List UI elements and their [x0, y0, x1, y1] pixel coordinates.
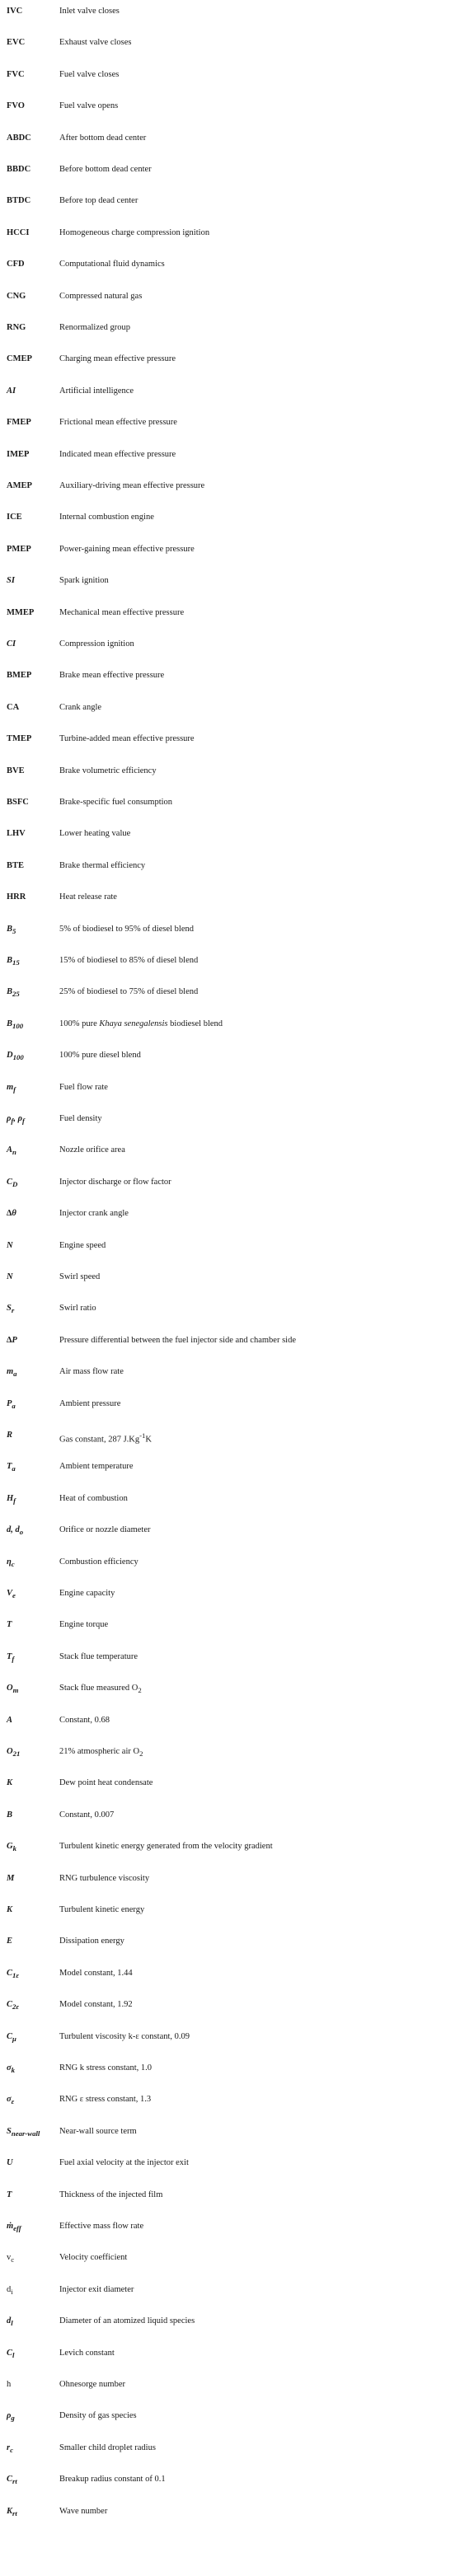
nomenclature-description: Inlet valve closes	[59, 7, 120, 16]
nomenclature-description: 15% of biodiesel to 85% of diesel blend	[59, 956, 199, 965]
nomenclature-row	[0, 1585, 460, 1602]
nomenclature-symbol: CNG	[7, 291, 26, 301]
nomenclature-description: Levich constant	[59, 2348, 115, 2358]
nomenclature-symbol: $S_r$	[7, 1304, 15, 1315]
nomenclature-description: Model constant, 1.92	[59, 2000, 133, 2010]
nomenclature-row	[0, 2345, 460, 2362]
nomenclature-row	[0, 2029, 460, 2045]
nomenclature-description: Fuel axial velocity at the injector exit	[59, 2158, 189, 2168]
nomenclature-description: Engine speed	[59, 1240, 106, 1250]
nomenclature-description: Heat release rate	[59, 892, 117, 902]
nomenclature-symbol: ICE	[7, 513, 22, 522]
nomenclature-symbol: $\rho_g$	[7, 2411, 15, 2423]
nomenclature-description: Brake volumetric efficiency	[59, 766, 157, 775]
nomenclature-symbol: $K_{rt}$	[7, 2506, 17, 2517]
nomenclature-symbol: IMEP	[7, 449, 30, 459]
nomenclature-description: Computational fluid dynamics	[59, 260, 165, 269]
nomenclature-row	[0, 351, 460, 368]
nomenclature-row	[0, 794, 460, 811]
nomenclature-row	[0, 700, 460, 716]
nomenclature-description: Artificial intelligence	[59, 386, 134, 396]
nomenclature-description: Velocity coefficient	[59, 2253, 128, 2263]
nomenclature-symbol: $d_l$	[7, 2316, 13, 2328]
nomenclature-symbol: $V_e$	[7, 1589, 16, 1600]
nomenclature-row	[0, 478, 460, 494]
nomenclature-row	[0, 1080, 460, 1096]
nomenclature-row	[0, 2155, 460, 2171]
nomenclature-description: Breakup radius constant of 0.1	[59, 2475, 166, 2485]
nomenclature-symbol: $C_\mu$	[7, 2031, 16, 2043]
nomenclature-description: Turbulent kinetic energy generated from the velocity gradient	[59, 1842, 273, 1852]
nomenclature-description: Compressed natural gas	[59, 291, 143, 301]
nomenclature-symbol: E	[7, 1937, 13, 1946]
nomenclature-description: Auxiliary-driving mean effective pressure	[59, 481, 205, 490]
nomenclature-description: Crank angle	[59, 702, 102, 712]
nomenclature-symbol: ∆θ	[7, 1209, 16, 1219]
nomenclature-description: Ambient pressure	[59, 1398, 121, 1408]
nomenclature-description: Turbine-added mean effective pressure	[59, 734, 195, 744]
nomenclature-symbol: RNG	[7, 323, 26, 332]
nomenclature-row	[0, 921, 460, 938]
nomenclature-description: Gas constant, 287 $J.Kg^{-1}K$	[59, 1431, 153, 1445]
nomenclature-symbol: CA	[7, 702, 20, 712]
nomenclature-row	[0, 1775, 460, 1791]
nomenclature-symbol: ∆P	[7, 1335, 17, 1345]
nomenclature-description: Injector crank angle	[59, 1209, 129, 1219]
nomenclature-symbol: HCCI	[7, 227, 30, 237]
nomenclature-symbol: BVE	[7, 766, 25, 775]
nomenclature-description: Internal combustion engine	[59, 513, 154, 522]
nomenclature-description: 21% atmospheric air $O_2$	[59, 1747, 143, 1759]
nomenclature-symbol: $B_{15}$	[7, 956, 20, 967]
nomenclature-symbol: $C_D$	[7, 1177, 18, 1188]
nomenclature-row	[0, 2187, 460, 2204]
nomenclature-row	[0, 1459, 460, 1475]
nomenclature-symbol: ABDC	[7, 133, 31, 143]
nomenclature-row	[0, 320, 460, 336]
nomenclature-symbol: $m_a$	[7, 1367, 17, 1379]
nomenclature-description: Combustion efficiency	[59, 1557, 138, 1567]
nomenclature-symbol: $B_{100}$	[7, 1019, 24, 1030]
nomenclature-description: Dissipation energy	[59, 1937, 124, 1946]
nomenclature-symbol: $C_{1\varepsilon}$	[7, 1968, 19, 1979]
nomenclature-row	[0, 1491, 460, 1507]
nomenclature-description: Turbulent viscosity k-ε constant, 0.09	[59, 2031, 190, 2041]
nomenclature-symbol: FVC	[7, 69, 25, 79]
nomenclature-row	[0, 1744, 460, 1760]
nomenclature-row	[0, 1047, 460, 1064]
nomenclature-symbol: $\sigma_k$	[7, 2063, 16, 2075]
nomenclature-row	[0, 953, 460, 969]
nomenclature-symbol: K	[7, 1905, 13, 1914]
nomenclature-symbol: $B_{25}$	[7, 987, 20, 999]
nomenclature-symbol: K	[7, 1778, 13, 1788]
nomenclature-description: Lower heating value	[59, 829, 131, 839]
nomenclature-description: Smaller child droplet radius	[59, 2443, 156, 2452]
nomenclature-description: Engine torque	[59, 1620, 109, 1630]
nomenclature-symbol: $O_m$	[7, 1684, 19, 1695]
nomenclature-row	[0, 858, 460, 874]
nomenclature-symbol: $A_n$	[7, 1145, 16, 1157]
nomenclature-symbol: $v_c$	[7, 2253, 15, 2265]
nomenclature-row	[0, 130, 460, 147]
nomenclature-symbol: A	[7, 1715, 13, 1725]
nomenclature-description: Swirl speed	[59, 1272, 101, 1281]
nomenclature-description: Heat of combustion	[59, 1493, 128, 1503]
nomenclature-row	[0, 509, 460, 526]
nomenclature-symbol: $P_a$	[7, 1398, 16, 1410]
nomenclature-symbol: PMEP	[7, 544, 31, 554]
nomenclature-description: RNG k stress constant, 1.0	[59, 2063, 152, 2073]
nomenclature-row	[0, 1617, 460, 1633]
nomenclature-row	[0, 1965, 460, 1982]
nomenclature-row	[0, 1364, 460, 1380]
nomenclature-description: Air mass flow rate	[59, 1367, 124, 1377]
nomenclature-symbol: AI	[7, 386, 16, 396]
nomenclature-row	[0, 2503, 460, 2520]
nomenclature-symbol: $G_k$	[7, 1842, 16, 1853]
nomenclature-symbol: IVC	[7, 7, 23, 16]
nomenclature-symbol: $C_{2\varepsilon}$	[7, 2000, 19, 2012]
nomenclature-symbol: $\sigma_\varepsilon$	[7, 2095, 15, 2106]
nomenclature-row	[0, 984, 460, 1000]
nomenclature-symbol: $m_f$	[7, 1082, 16, 1094]
nomenclature-symbol: FMEP	[7, 418, 31, 428]
nomenclature-symbol: CI	[7, 639, 16, 649]
nomenclature-description: Fuel flow rate	[59, 1082, 108, 1092]
nomenclature-symbol: U	[7, 2158, 13, 2168]
nomenclature-symbol: B	[7, 1810, 13, 1820]
nomenclature-row	[0, 826, 460, 842]
nomenclature-description: Mechanical mean effective pressure	[59, 607, 185, 617]
nomenclature-row	[0, 636, 460, 653]
nomenclature-description: Constant, 0.68	[59, 1715, 110, 1725]
nomenclature-symbol: BTE	[7, 860, 25, 870]
nomenclature-symbol: BMEP	[7, 671, 32, 681]
nomenclature-description: Ohnesorge number	[59, 2380, 125, 2389]
nomenclature-row	[0, 1838, 460, 1855]
nomenclature-symbol: BBDC	[7, 165, 31, 174]
nomenclature-symbol: $O_{21}$	[7, 1747, 21, 1759]
nomenclature-symbol: MMEP	[7, 607, 35, 617]
nomenclature-description: RNG ε stress constant, 1.3	[59, 2095, 152, 2105]
nomenclature-row	[0, 67, 460, 83]
nomenclature-row	[0, 2440, 460, 2457]
nomenclature-description: RNG turbulence viscosity	[59, 1873, 150, 1883]
nomenclature-description: Dew point heat condensate	[59, 1778, 153, 1788]
nomenclature-row	[0, 763, 460, 780]
nomenclature-row	[0, 162, 460, 178]
nomenclature-row	[0, 1649, 460, 1665]
nomenclature-symbol: $\rho_f$, $\rho_f$	[7, 1114, 25, 1126]
nomenclature-row	[0, 1807, 460, 1824]
nomenclature-row	[0, 1712, 460, 1729]
nomenclature-row	[0, 225, 460, 241]
nomenclature-description: After bottom dead center	[59, 133, 147, 143]
nomenclature-symbol: LHV	[7, 829, 26, 839]
nomenclature-description: Exhaust valve closes	[59, 38, 132, 48]
nomenclature-description: Ambient temperature	[59, 1462, 134, 1472]
nomenclature-description: Before top dead center	[59, 196, 138, 206]
nomenclature-row	[0, 3, 460, 20]
nomenclature-row	[0, 415, 460, 431]
nomenclature-row	[0, 2377, 460, 2393]
nomenclature-description: Near-wall source term	[59, 2126, 137, 2136]
nomenclature-row	[0, 193, 460, 209]
nomenclature-description: Constant, 0.007	[59, 1810, 115, 1820]
nomenclature-symbol: AMEP	[7, 481, 32, 490]
nomenclature-description: Fuel valve closes	[59, 69, 120, 79]
nomenclature-row	[0, 1332, 460, 1349]
nomenclature-row	[0, 1933, 460, 1950]
nomenclature-description: Compression ignition	[59, 639, 134, 649]
nomenclature-row	[0, 731, 460, 747]
nomenclature-description: Injector exit diameter	[59, 2284, 134, 2294]
nomenclature-description: 25% of biodiesel to 75% of diesel blend	[59, 987, 199, 997]
nomenclature-description: Wave number	[59, 2506, 108, 2516]
nomenclature-row	[0, 447, 460, 463]
nomenclature-row	[0, 573, 460, 589]
nomenclature-row	[0, 288, 460, 305]
nomenclature-description: Effective mass flow rate	[59, 2222, 144, 2231]
nomenclature-description: 100% pure Khaya senegalensis biodiesel blend	[59, 1019, 223, 1028]
nomenclature-description: Orifice or nozzle diameter	[59, 1525, 151, 1535]
nomenclature-description: Indicated mean effective pressure	[59, 449, 176, 459]
nomenclature-row	[0, 1522, 460, 1539]
nomenclature-description: Thickness of the injected film	[59, 2190, 163, 2199]
nomenclature-row	[0, 541, 460, 558]
nomenclature-row	[0, 2313, 460, 2330]
nomenclature-symbol: CFD	[7, 260, 25, 269]
nomenclature-description: Pressure differential between the fuel injector side and chamber side	[59, 1335, 296, 1345]
nomenclature-row	[0, 1902, 460, 1918]
nomenclature-description: Density of gas species	[59, 2411, 137, 2421]
nomenclature-row	[0, 1111, 460, 1127]
nomenclature-description: Engine capacity	[59, 1589, 115, 1598]
nomenclature-row	[0, 1997, 460, 2013]
nomenclature-description: Power-gaining mean effective pressure	[59, 544, 195, 554]
nomenclature-symbol: $\eta_c$	[7, 1557, 15, 1568]
nomenclature-description: Turbulent kinetic energy	[59, 1905, 145, 1914]
nomenclature-row	[0, 35, 460, 51]
nomenclature-description: 100% pure diesel blend	[59, 1051, 141, 1061]
nomenclature-symbol: M	[7, 1873, 15, 1883]
nomenclature-row	[0, 667, 460, 684]
nomenclature-row	[0, 1206, 460, 1222]
nomenclature-description: Homogeneous charge compression ignition	[59, 227, 210, 237]
nomenclature-row	[0, 605, 460, 621]
nomenclature-description: Injector discharge or flow factor	[59, 1177, 171, 1187]
nomenclature-symbol: d, $d_o$	[7, 1525, 24, 1537]
nomenclature-symbol: SI	[7, 576, 15, 586]
nomenclature-description: Diameter of an atomized liquid species	[59, 2316, 195, 2326]
nomenclature-row	[0, 1396, 460, 1412]
nomenclature-symbol: N	[7, 1240, 13, 1250]
nomenclature-symbol: FVO	[7, 101, 25, 111]
nomenclature-row	[0, 2471, 460, 2488]
nomenclature-row	[0, 98, 460, 115]
nomenclature-row	[0, 1300, 460, 1317]
nomenclature-description: Model constant, 1.44	[59, 1968, 133, 1978]
nomenclature-symbol: N	[7, 1272, 13, 1281]
nomenclature-row	[0, 1269, 460, 1286]
nomenclature-description: Frictional mean effective pressure	[59, 418, 177, 428]
nomenclature-symbol: $r_c$	[7, 2443, 13, 2454]
nomenclature-row	[0, 2091, 460, 2108]
nomenclature-symbol: BSFC	[7, 798, 29, 807]
nomenclature-description: Renormalized group	[59, 323, 131, 332]
nomenclature-description: Nozzle orifice area	[59, 1145, 125, 1155]
nomenclature-row	[0, 1871, 460, 1887]
nomenclature-description: Spark ignition	[59, 576, 109, 586]
nomenclature-row	[0, 1142, 460, 1159]
nomenclature-row	[0, 2218, 460, 2235]
nomenclature-row	[0, 1174, 460, 1191]
nomenclature-symbol: $d_i$	[7, 2284, 13, 2296]
nomenclature-description: Fuel density	[59, 1114, 102, 1123]
nomenclature-description: Brake mean effective pressure	[59, 671, 165, 681]
nomenclature-row	[0, 2060, 460, 2077]
nomenclature-description: Before bottom dead center	[59, 165, 152, 174]
nomenclature-row	[0, 1554, 460, 1571]
nomenclature-row	[0, 2250, 460, 2266]
nomenclature-description: Swirl ratio	[59, 1304, 96, 1314]
nomenclature-symbol: $H_f$	[7, 1493, 16, 1505]
nomenclature-symbol: T	[7, 1620, 12, 1630]
nomenclature-row	[0, 2408, 460, 2424]
nomenclature-symbol: $C_l$	[7, 2348, 15, 2359]
nomenclature-symbol: T	[7, 2190, 12, 2199]
nomenclature-description: Brake thermal efficiency	[59, 860, 146, 870]
nomenclature-symbol: ṁ$_{eff}$	[7, 2222, 21, 2233]
nomenclature-row	[0, 383, 460, 400]
nomenclature-description: Brake-specific fuel consumption	[59, 798, 173, 807]
nomenclature-symbol: EVC	[7, 38, 26, 48]
nomenclature-row	[0, 1016, 460, 1033]
nomenclature-symbol: TMEP	[7, 734, 32, 744]
nomenclature-row	[0, 2124, 460, 2140]
nomenclature-description: Stack flue temperature	[59, 1651, 138, 1661]
nomenclature-symbol: BTDC	[7, 196, 31, 206]
nomenclature-row	[0, 1680, 460, 1697]
nomenclature-symbol: $T_f$	[7, 1651, 15, 1663]
nomenclature-symbol: R	[7, 1431, 13, 1440]
nomenclature-row	[0, 2282, 460, 2298]
nomenclature-symbol: CMEP	[7, 354, 32, 364]
nomenclature-description: 5% of biodiesel to 95% of diesel blend	[59, 924, 195, 934]
nomenclature-row	[0, 1238, 460, 1254]
nomenclature-symbol: h	[7, 2380, 12, 2389]
nomenclature-symbol: $S_{near-wall}$	[7, 2126, 40, 2138]
nomenclature-description: Stack flue measured $O_2$	[59, 1684, 142, 1695]
nomenclature-row	[0, 1427, 460, 1444]
nomenclature-symbol: $D_{100}$	[7, 1051, 24, 1062]
nomenclature-symbol: $T_a$	[7, 1462, 16, 1473]
nomenclature-row	[0, 889, 460, 906]
nomenclature-description: Charging mean effective pressure	[59, 354, 176, 364]
nomenclature-symbol: $B_5$	[7, 924, 16, 935]
nomenclature-symbol: HRR	[7, 892, 26, 902]
nomenclature-row	[0, 256, 460, 273]
nomenclature-description: Fuel valve opens	[59, 101, 119, 111]
nomenclature-symbol: $C_{rt}$	[7, 2475, 17, 2486]
